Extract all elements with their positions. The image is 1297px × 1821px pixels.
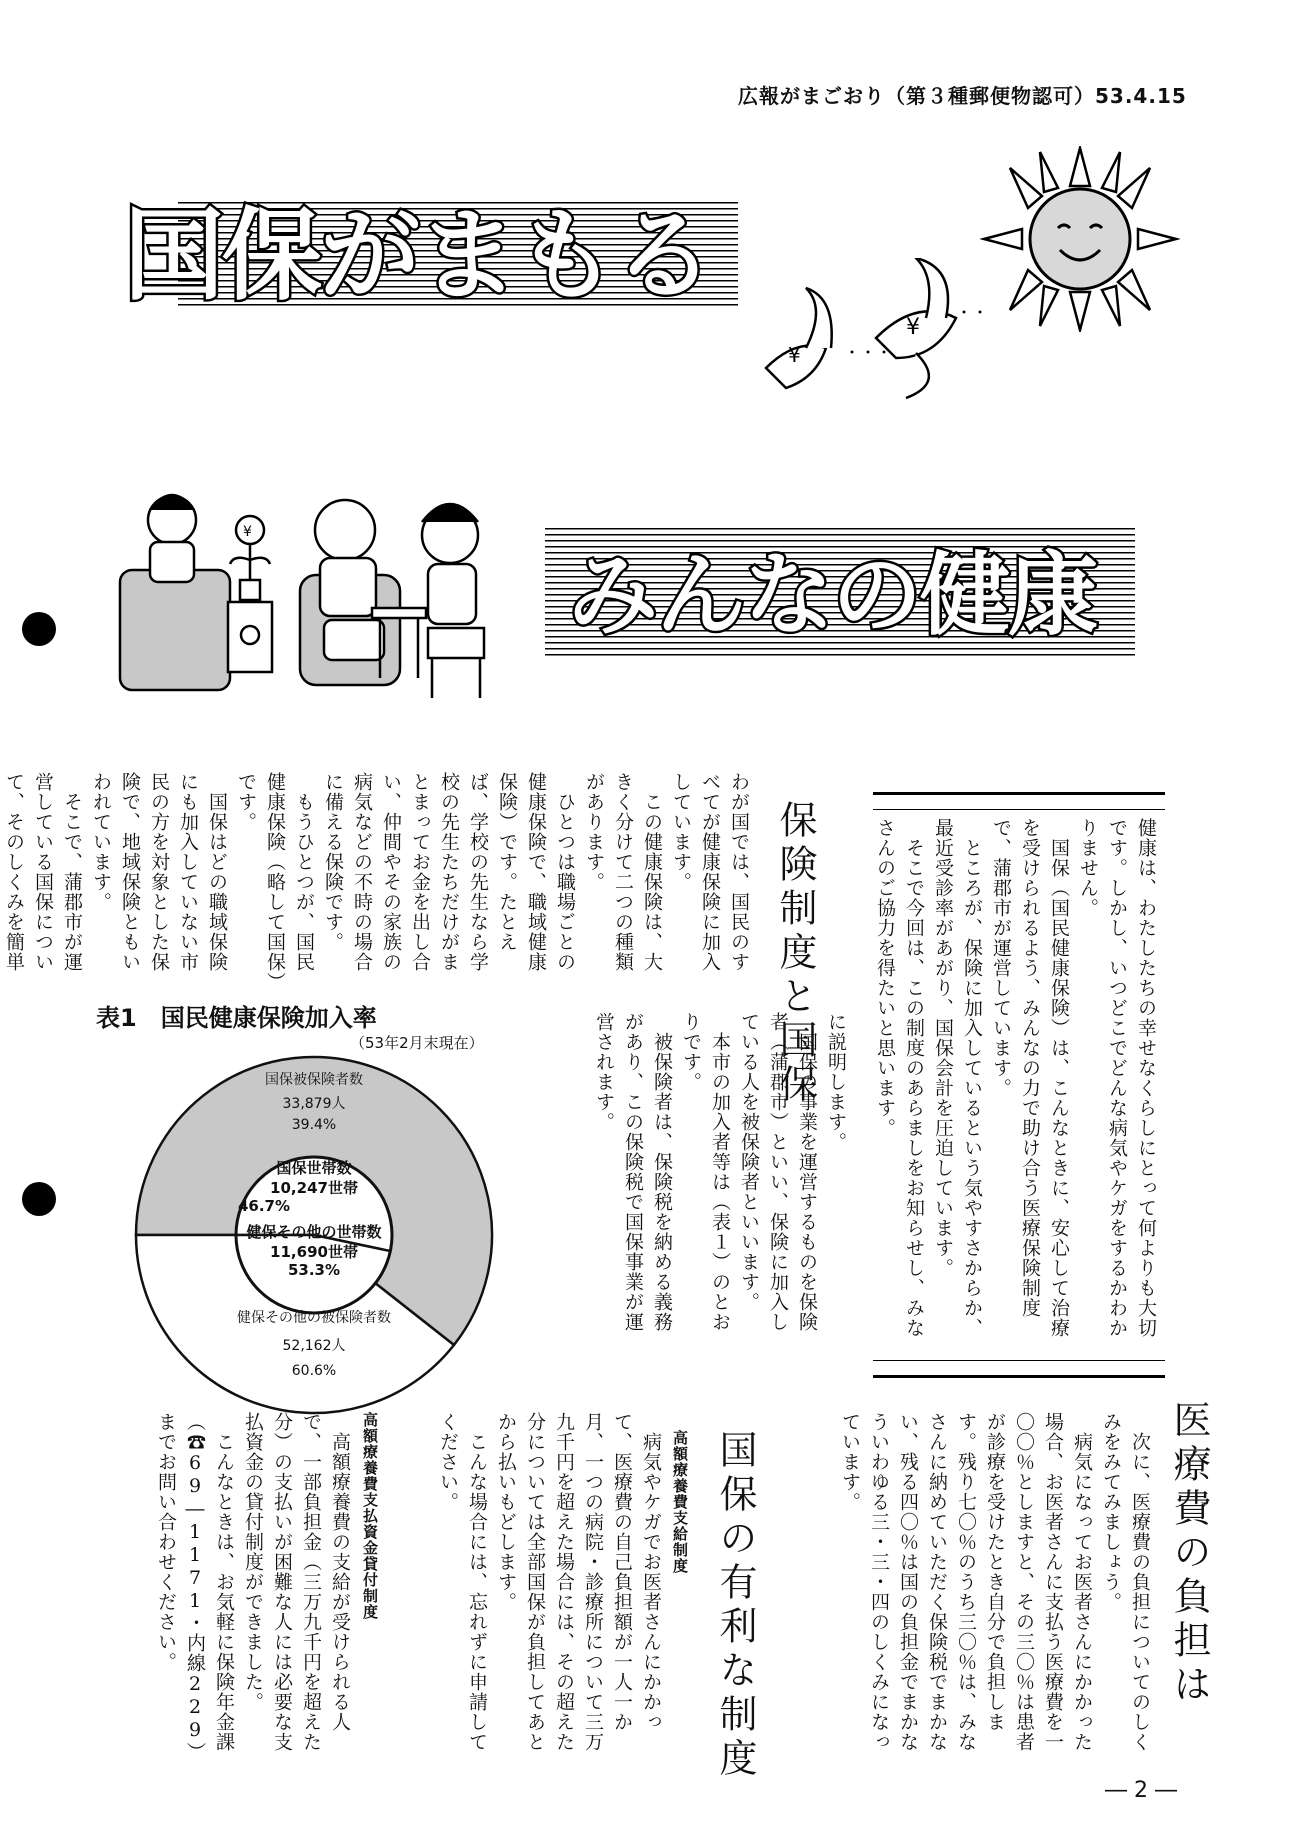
- section-heading-medical: 医療費の負担は: [1167, 1400, 1211, 1708]
- insurance-body-2: に説明します。 国保の事業を運営するものを保険者（蒲郡市）といい、保険に加入している人を被保険者といいます。 本市の加入者等は（表１）のとおりです。 被保険者は、保険税を納める義務があり、この保険税で国保事業が運営されます。: [593, 1012, 847, 1332]
- svg-text:¥: ¥: [243, 524, 252, 540]
- outer-value-other: 52,162人: [282, 1338, 346, 1354]
- benefits-subheading-2: 高額療養費支払資金貸付制度: [361, 1412, 379, 1620]
- main-title: 国保がまもる: [124, 197, 712, 314]
- sun-illustration: [980, 146, 1180, 332]
- binding-hole: [22, 1182, 56, 1216]
- pie-chart: [124, 1045, 504, 1425]
- inner-percent-other: 53.3%: [287, 1261, 341, 1279]
- section-heading-insurance: 保険制度と国保: [773, 800, 817, 1108]
- birds-illustration: [756, 258, 996, 408]
- page-number: ― 2 ―: [1105, 1778, 1177, 1803]
- inner-label-kokuho: 国保世帯数: [276, 1159, 352, 1177]
- table-note: （53年2月末現在）: [350, 1034, 484, 1052]
- binding-hole: [22, 612, 56, 646]
- insurance-body-1: わが国では、国民のすべてが健康保険に加入しています。 この健康保険は、大きく分けて二つの種類があります。 ひとつは職場ごとの健康保険で、職域健康保険）です。たとえば、学校の先生なら学校の先生たちだけがまとまってお金を出し合い、仲間やその家族の病気などの不時の場合に備える保険です。 もうひとつが、国民健康保険（略して国保）です。 国保はどの職域保険にも加入していない市民の方を対象とした保険で、地域保険ともいわれています。 そこで、蒲郡市が運営している国保について、そのしくみを簡単: [3, 772, 750, 983]
- outer-percent-kokuho: 39.4%: [291, 1117, 337, 1133]
- intro-border-bottom: [873, 1360, 1165, 1378]
- benefits-body-2: 高額療養費の支給が受けられる人で、一部負担金（三万九千円を超えた分）の支払いが困難な人には必要な支払資金の貸付制度ができました。 こんなときは、お気軽に保険年金課（☎69―1171・内線229）までお問い合わせください。: [155, 1412, 351, 1762]
- benefits-body-1: 病気やケガでお医者さんにかかって、医療費の自己負担額が一人一か月、一つの病院・診療所について三万九千円を超えた場合には、その超えた分については全部国保が負担してあとから払いもどします。 こんな場合には、忘れずに申請してください。: [437, 1412, 662, 1752]
- svg-text:・・: ・・: [956, 303, 989, 322]
- table-title: 表1 国民健康保険加入率: [96, 1004, 377, 1032]
- family-illustration: [110, 480, 535, 712]
- subtitle: みんなの健康: [568, 543, 1096, 648]
- medical-body: 次に、医療費の負担についてのしくみをみてみましょう。 病気になってお医者さんにかかった場合、お医者さんに支払う医療費を一〇〇％としますと、その三〇％は患者が診療を受けたとき自分で負担します。残り七〇％のうち三〇％は、みなさんに納めていただく保険税でまかない、残る四〇％は国の負担金でまかなういわゆる三・三・四のしくみになっています。: [839, 1412, 1151, 1752]
- svg-text:¥: ¥: [906, 315, 920, 340]
- outer-label-other: 健保その他の被保険者数: [237, 1310, 391, 1326]
- section-heading-benefits: 国保の有利な制度: [713, 1430, 757, 1782]
- benefits-subheading-1: 高額療養費支給制度: [671, 1430, 689, 1574]
- outer-label-kokuho: 国保被保険者数: [265, 1072, 363, 1088]
- inner-percent-kokuho: 46.7%: [237, 1197, 291, 1215]
- publication-info: 広報がまごおり（第３種郵便物認可）53.4.15: [738, 84, 1187, 108]
- inner-value-other: 11,690世帯: [270, 1243, 358, 1261]
- svg-text:¥: ¥: [788, 343, 801, 367]
- inner-value-kokuho: 10,247世帯: [270, 1179, 358, 1197]
- intro-border-top: [873, 792, 1165, 810]
- outer-value-kokuho: 33,879人: [282, 1096, 346, 1112]
- outer-percent-other: 60.6%: [291, 1363, 337, 1379]
- svg-text:・・・: ・・・: [844, 343, 893, 362]
- inner-label-other: 健保その他の世帯数: [246, 1223, 382, 1241]
- intro-text: 健康は、わたしたちの幸せなくらしにとって何よりも大切です。しかし、いつどこでどんな病気やケガをするかわかりません。 国保（国民健康保険）は、こんなときに、安心して治療を受けられるよう、みんなの力で助け合う医療保険制度で、蒲郡市が運営しています。 ところが、保険に加入しているという気やすさからか、最近受診率があがり、国保会計を圧迫しています。 そこで今回は、この制度のあらましをお知らせし、みなさんのご協力を得たいと思います。: [874, 818, 1157, 1338]
